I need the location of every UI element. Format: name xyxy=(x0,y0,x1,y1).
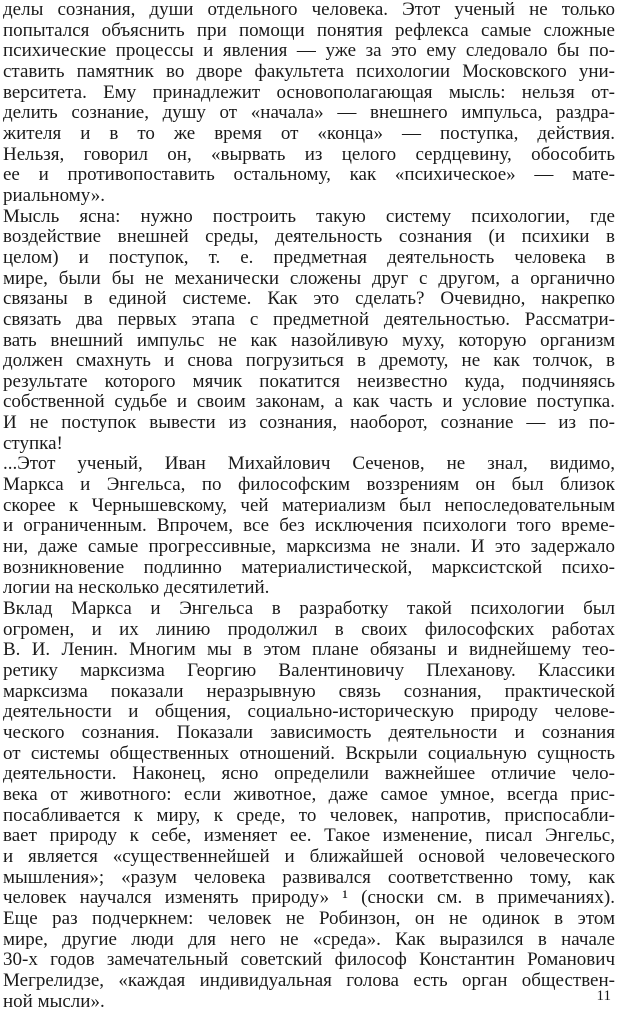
text-line: человек научался изменять природу» ¹ (сноски см. в примечаниях). xyxy=(3,888,615,909)
text-line: и является «существеннейшей и ближайшей основой человеческого xyxy=(3,847,615,868)
text-line: Маркса и Энгельса, по философским воззрениям он был близок xyxy=(3,475,615,496)
text-line: ступка! xyxy=(3,434,615,455)
text-line: возникновение подлинно материалистической, марксистской психо- xyxy=(3,558,615,579)
text-line: и ограниченным. Впрочем, все без исключения психологи того време- xyxy=(3,516,615,537)
text-line: жителя и в то же время от «конца» — поступка, действия. xyxy=(3,124,615,145)
text-line: ческого сознания. Показали зависимость деятельности и сознания xyxy=(3,723,615,744)
text-line: века от животного: если животное, даже самое умное, всегда прис- xyxy=(3,785,615,806)
text-line: Нельзя, говорил он, «вырвать из целого сердцевину, обособить xyxy=(3,145,615,166)
text-line: попытался объяснить при помощи понятия рефлекса самые сложные xyxy=(3,21,615,42)
text-line: мышления»; «разум человека развивался соответственно тому, как xyxy=(3,868,615,889)
text-line: целом) и поступок, т. е. предметная деятельность человека в xyxy=(3,248,615,269)
text-line: деятельности и общения, социально-историческую природу челове- xyxy=(3,702,615,723)
text-line: должен смахнуть и снова погрузиться в дремоту, не как толчок, в xyxy=(3,351,615,372)
text-line: риальному». xyxy=(3,186,615,207)
text-line: собственной судьбе и своим законам, а как часть и условие поступка. xyxy=(3,392,615,413)
text-line: ретику марксизма Георгию Валентиновичу Плеханову. Классики xyxy=(3,661,615,682)
text-line: вает природу к себе, изменяет ее. Такое изменение, писал Энгельс, xyxy=(3,826,615,847)
book-page xyxy=(3,0,615,1010)
text-line: связать два первых этапа с предметной деятельностью. Рассматри- xyxy=(3,310,615,331)
text-line: ее и противопоставить остальному, как «психическое» — мате- xyxy=(3,165,615,186)
page-number: 11 xyxy=(597,988,611,1005)
text-line: деятельности. Наконец, ясно определили важнейшее отличие чело- xyxy=(3,764,615,785)
text-line: ной мысли». xyxy=(3,992,615,1012)
text-line: И не поступок вывести из сознания, наоборот, сознание — из по- xyxy=(3,413,615,434)
text-line: Мегрелидзе, «каждая индивидуальная голова есть орган обществен- xyxy=(3,971,615,992)
text-line: мире, были бы не механически сложены друг с другом, а органично xyxy=(3,269,615,290)
text-line: верситета. Ему принадлежит основополагающая мысль: нельзя от- xyxy=(3,83,615,104)
text-line: воздействие внешней среды, деятельность сознания (и психики в xyxy=(3,227,615,248)
text-line: марксизма показали неразрывную связь сознания, практической xyxy=(3,682,615,703)
text-line: делы сознания, души отдельного человека. Этот ученый не только xyxy=(3,0,615,21)
text-line: Еще раз подчеркнем: человек не Робинзон, он не одинок в этом xyxy=(3,909,615,930)
text-line: мире, другие люди для него не «среда». Как выразился в начале xyxy=(3,930,615,951)
text-line: логии на несколько десятилетий. xyxy=(3,578,615,599)
text-line: результате которого мячик покатится неизвестно куда, подчиняясь xyxy=(3,372,615,393)
text-line: посабливается к миру, к среде, то человек, напротив, приспосабли- xyxy=(3,806,615,827)
text-line: ни, даже самые прогрессивные, марксизма не знали. И это задержало xyxy=(3,537,615,558)
text-line: связаны в единой системе. Как это сделать? Очевидно, накрепко xyxy=(3,289,615,310)
text-line: вать внешний импульс не как назойливую муху, которую организм xyxy=(3,331,615,352)
text-line: 30-х годов замечательный советский философ Константин Романович xyxy=(3,950,615,971)
text-line: психические процессы и явления — уже за это ему следовало бы по- xyxy=(3,41,615,62)
text-line: Мысль ясна: нужно построить такую систему психологии, где xyxy=(3,207,615,228)
text-line: делить сознание, душу от «начала» — внешнего импульса, раздра- xyxy=(3,103,615,124)
text-line: скорее к Чернышевскому, чей материализм был непоследовательным xyxy=(3,496,615,517)
text-line: огромен, и их линию продолжил в своих философских работах xyxy=(3,620,615,641)
text-line: ставить памятник во дворе факультета психологии Московского уни- xyxy=(3,62,615,83)
body-text xyxy=(3,0,615,1012)
text-line: Вклад Маркса и Энгельса в разработку такой психологии был xyxy=(3,599,615,620)
text-line: В. И. Ленин. Многим мы в этом плане обязаны и виднейшему тео- xyxy=(3,640,615,661)
text-line: от системы общественных отношений. Вскрыли социальную сущность xyxy=(3,744,615,765)
text-line: ...Этот ученый, Иван Михайлович Сеченов, не знал, видимо, xyxy=(3,454,615,475)
